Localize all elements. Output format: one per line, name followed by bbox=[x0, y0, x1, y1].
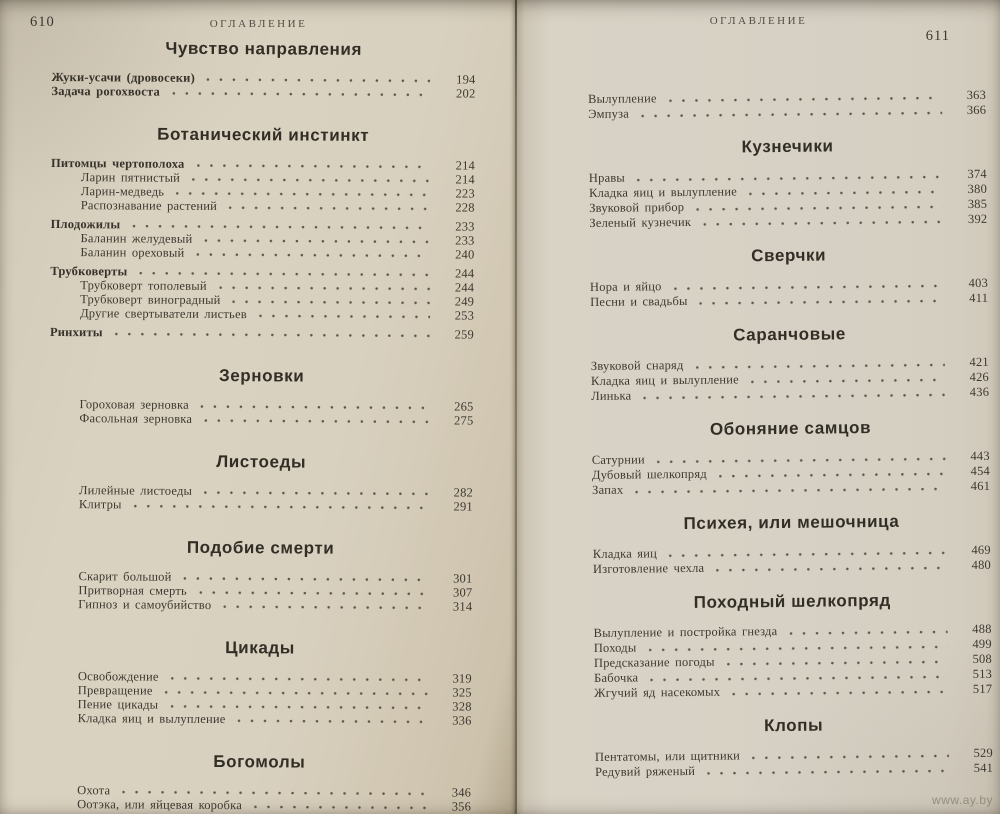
dot-leader bbox=[165, 691, 428, 697]
toc-entry-label: Вылупление и постройка гнезда bbox=[593, 624, 778, 640]
toc-entry-label: Ринхиты bbox=[49, 324, 103, 340]
toc-entry-page-number: 392 bbox=[967, 211, 988, 227]
toc-section bbox=[591, 417, 990, 498]
toc-entry-page-number: 214 bbox=[455, 172, 475, 187]
toc-entry-label: Жуки-усачи (дровосеки) bbox=[51, 69, 196, 85]
section-heading: Цикады bbox=[225, 638, 295, 658]
toc-entry bbox=[589, 212, 987, 231]
toc-entry-page-number: 421 bbox=[969, 354, 989, 370]
toc-entry-page-number: 403 bbox=[968, 275, 989, 291]
dot-leader bbox=[192, 178, 431, 183]
dot-leader bbox=[635, 487, 946, 494]
dot-leader bbox=[132, 224, 430, 230]
dot-leader bbox=[648, 645, 947, 652]
toc-entry-label: Охота bbox=[77, 783, 111, 798]
page-number-left: 610 bbox=[30, 14, 55, 30]
toc-entry bbox=[47, 797, 471, 814]
toc-section bbox=[595, 714, 994, 780]
toc-entry-page-number: 488 bbox=[972, 621, 992, 636]
toc-entry bbox=[590, 291, 988, 310]
toc-entry-page-number: 244 bbox=[454, 280, 475, 295]
dot-leader bbox=[789, 630, 947, 636]
section-heading: Сверчки bbox=[751, 245, 827, 266]
toc-entry-label: Предсказание погоды bbox=[593, 654, 715, 670]
toc-entry-label: Трубковерты bbox=[50, 263, 128, 279]
toc-section bbox=[47, 751, 471, 814]
toc-entry-page-number: 307 bbox=[452, 585, 473, 600]
toc-entry-label: Притворная смерть bbox=[78, 583, 187, 598]
toc-entry-label: Редувий ряженый bbox=[595, 763, 696, 779]
toc-entry bbox=[48, 711, 472, 728]
toc-entry-label: Изготовление чехла bbox=[592, 560, 705, 576]
running-title-left: ОГЛАВЛЕНИЕ bbox=[209, 18, 308, 30]
toc-entry-page-number: 529 bbox=[973, 745, 993, 760]
toc-entry-page-number: 233 bbox=[455, 233, 475, 248]
dot-leader bbox=[732, 690, 948, 696]
toc-entry-page-number: 223 bbox=[455, 186, 475, 201]
toc-entry-page-number: 385 bbox=[967, 196, 988, 212]
toc-entry-label: Задача рогохвоста bbox=[51, 83, 161, 99]
section-heading: Зерновки bbox=[218, 366, 305, 386]
dot-leader bbox=[637, 175, 943, 182]
dot-leader bbox=[669, 96, 942, 103]
toc-entry bbox=[594, 682, 992, 701]
toc-entry-page-number: 443 bbox=[970, 448, 990, 464]
toc-entry-page-number: 380 bbox=[967, 181, 988, 197]
toc-entry-page-number: 454 bbox=[970, 463, 991, 479]
toc-entry bbox=[50, 325, 474, 342]
toc-entry-page-number: 319 bbox=[452, 671, 472, 686]
toc-entry bbox=[49, 411, 473, 428]
toc-entry-label: Оотэка, или яйцевая коробка bbox=[77, 797, 243, 813]
toc-section bbox=[49, 365, 473, 428]
toc-entry-label: Линька bbox=[591, 388, 632, 403]
dot-leader bbox=[219, 286, 430, 291]
toc-entry bbox=[50, 245, 474, 262]
toc-entry-label: Ларин пятнистый bbox=[80, 170, 181, 185]
toc-right-column bbox=[587, 0, 994, 814]
dot-leader bbox=[204, 239, 430, 244]
dot-leader bbox=[674, 284, 944, 291]
toc-entry-label: Бабочка bbox=[594, 670, 639, 685]
toc-entry-page-number: 228 bbox=[455, 200, 475, 215]
toc-entry-page-number: 513 bbox=[972, 666, 993, 681]
toc-entry-page-number: 301 bbox=[453, 571, 473, 586]
toc-entry-page-number: 469 bbox=[971, 542, 991, 558]
toc-entry-page-number: 249 bbox=[454, 294, 475, 309]
toc-entry-page-number: 314 bbox=[452, 599, 473, 614]
toc-section bbox=[49, 451, 473, 514]
toc-entry-page-number: 436 bbox=[969, 384, 990, 400]
toc-entry-page-number: 253 bbox=[454, 308, 475, 323]
toc-section bbox=[588, 135, 987, 231]
toc-entry-page-number: 541 bbox=[973, 760, 994, 775]
dot-leader bbox=[716, 566, 947, 572]
dot-leader bbox=[172, 92, 432, 98]
toc-entry-label: Жгучий яд насекомых bbox=[594, 684, 721, 700]
toc-entry-page-number: 214 bbox=[455, 158, 476, 173]
running-title-right: ОГЛАВЛЕНИЕ bbox=[709, 15, 808, 27]
toc-entry-label: Дубовый шелкопряд bbox=[591, 466, 707, 482]
toc-entry-page-number: 461 bbox=[970, 478, 991, 494]
toc-section bbox=[588, 88, 986, 122]
toc-entry-page-number: 265 bbox=[454, 399, 474, 414]
dot-leader bbox=[749, 190, 943, 196]
toc-entry-page-number: 336 bbox=[452, 713, 472, 728]
toc-left-column bbox=[47, 0, 476, 814]
toc-entry-page-number: 194 bbox=[456, 72, 476, 87]
toc-entry-page-number: 282 bbox=[453, 485, 474, 500]
dot-leader bbox=[134, 505, 429, 511]
toc-entry-page-number: 346 bbox=[451, 785, 472, 800]
toc-entry-page-number: 499 bbox=[972, 636, 992, 651]
toc-entry-page-number: 363 bbox=[966, 87, 987, 103]
toc-entry-label: Кладка яиц и вылупление bbox=[588, 184, 737, 200]
toc-entry-page-number: 291 bbox=[453, 499, 473, 514]
toc-entry-label: Ларин-медведь bbox=[80, 184, 165, 199]
dot-leader bbox=[700, 299, 945, 306]
toc-entry bbox=[49, 497, 473, 514]
toc-entry-label: Распознавание растений bbox=[80, 198, 218, 214]
toc-entry-label: Баланин желудевый bbox=[80, 231, 193, 246]
toc-entry-label: Гипноз и самоубийство bbox=[78, 597, 212, 612]
dot-leader bbox=[204, 419, 429, 424]
toc-entry-label: Кладка яиц и вылупление bbox=[590, 372, 739, 388]
section-heading: Подобие смерти bbox=[186, 537, 335, 558]
dot-leader bbox=[657, 457, 946, 464]
section-heading: Ботанический инстинкт bbox=[157, 124, 370, 145]
dot-leader bbox=[254, 805, 427, 810]
toc-entry bbox=[50, 306, 474, 323]
toc-entry-page-number: 374 bbox=[967, 166, 987, 182]
dot-leader bbox=[229, 206, 431, 211]
toc-entry bbox=[593, 558, 991, 577]
dot-leader bbox=[184, 577, 429, 582]
toc-entry-page-number: 366 bbox=[966, 102, 987, 118]
dot-leader bbox=[696, 363, 945, 370]
dot-leader bbox=[170, 705, 427, 711]
toc-entry-label: Звуковой прибор bbox=[589, 199, 685, 215]
toc-entry-page-number: 233 bbox=[455, 219, 475, 234]
dot-leader bbox=[115, 332, 430, 338]
toc-section bbox=[48, 637, 473, 728]
toc-entry-label: Эмпуза bbox=[588, 106, 630, 121]
section-heading: Саранчовые bbox=[733, 324, 846, 345]
toc-entry-page-number: 411 bbox=[969, 290, 989, 306]
page-number-right: 611 bbox=[925, 28, 950, 44]
section-heading: Богомолы bbox=[213, 751, 306, 772]
toc-section bbox=[51, 38, 475, 101]
dot-leader bbox=[223, 605, 428, 610]
toc-entry bbox=[51, 198, 475, 215]
dot-leader bbox=[703, 220, 943, 227]
dot-leader bbox=[719, 472, 946, 478]
toc-entry-page-number: 240 bbox=[455, 247, 475, 262]
dot-leader bbox=[207, 78, 432, 83]
toc-entry-label: Гороховая зерновка bbox=[79, 397, 189, 412]
dot-leader bbox=[643, 393, 945, 400]
section-heading: Психея, или мешочница bbox=[683, 511, 900, 534]
toc-entry-page-number: 244 bbox=[454, 266, 475, 281]
toc-entry-label: Сатурнии bbox=[591, 452, 645, 467]
toc-entry-label: Клитры bbox=[78, 497, 122, 512]
toc-section bbox=[592, 511, 991, 577]
toc-entry-label: Звуковой снаряд bbox=[590, 358, 684, 373]
dot-leader bbox=[641, 111, 942, 118]
section-heading: Чувство направления bbox=[165, 38, 363, 59]
toc-entry-label: Пентатомы, или щитники bbox=[594, 748, 741, 764]
toc-entry-page-number: 508 bbox=[972, 651, 992, 666]
toc-entry-page-number: 328 bbox=[452, 699, 472, 714]
toc-entry-label: Кладка яиц bbox=[592, 546, 658, 561]
toc-entry-label: Походы bbox=[593, 640, 637, 655]
dot-leader bbox=[233, 300, 431, 305]
dot-leader bbox=[650, 675, 948, 682]
dot-leader bbox=[259, 314, 430, 319]
toc-entry-label: Пение цикады bbox=[77, 697, 159, 712]
section-heading: Клопы bbox=[763, 715, 824, 736]
toc-entry-page-number: 325 bbox=[452, 685, 472, 700]
toc-entry-page-number: 517 bbox=[972, 681, 993, 696]
dot-leader bbox=[696, 205, 943, 212]
toc-section bbox=[590, 244, 989, 310]
toc-entry bbox=[595, 761, 993, 780]
toc-entry-page-number: 259 bbox=[454, 327, 475, 342]
toc-entry-label: Питомцы чертополоха bbox=[50, 155, 185, 171]
dot-leader bbox=[751, 378, 945, 384]
toc-entry-label: Плодожилы bbox=[50, 216, 121, 232]
toc-entry-label: Песни и свадьбы bbox=[590, 293, 688, 309]
dot-leader bbox=[171, 677, 428, 683]
toc-section bbox=[48, 537, 472, 614]
toc-entry-label: Лилейные листоеды bbox=[78, 483, 193, 498]
toc-entry-label: Нора и яйцо bbox=[589, 279, 662, 294]
toc-entry-page-number: 356 bbox=[451, 799, 472, 814]
toc-entry-page-number: 480 bbox=[971, 557, 992, 573]
dot-leader bbox=[201, 405, 430, 410]
toc-entry-page-number: 426 bbox=[969, 369, 990, 385]
right-page bbox=[517, 0, 1000, 814]
toc-entry-label: Нравы bbox=[588, 170, 626, 185]
section-heading: Походный шелкопряд bbox=[693, 590, 891, 612]
toc-entry-page-number: 275 bbox=[454, 413, 474, 428]
toc-section bbox=[50, 124, 475, 342]
toc-entry-label: Баланин ореховый bbox=[80, 245, 185, 260]
dot-leader bbox=[669, 551, 947, 558]
dot-leader bbox=[707, 769, 949, 776]
dot-leader bbox=[727, 660, 948, 666]
toc-entry-label: Превращение bbox=[77, 683, 153, 698]
toc-entry bbox=[51, 84, 475, 101]
toc-entry-label: Зеленый кузнечик bbox=[589, 214, 692, 230]
dot-leader bbox=[752, 754, 949, 760]
toc-entry-label: Скарит большой bbox=[78, 569, 172, 584]
toc-entry-label: Запах bbox=[592, 482, 624, 497]
toc-entry-label: Кладка яиц и вылупление bbox=[77, 711, 226, 727]
dot-leader bbox=[196, 164, 431, 169]
toc-entry-page-number: 202 bbox=[456, 86, 476, 101]
dot-leader bbox=[122, 790, 427, 796]
dot-leader bbox=[204, 491, 429, 496]
dot-leader bbox=[139, 272, 430, 278]
dot-leader bbox=[237, 719, 427, 724]
dot-leader bbox=[176, 192, 431, 198]
dot-leader bbox=[199, 591, 429, 596]
section-heading: Кузнечики bbox=[741, 136, 834, 157]
watermark: www.ay.by bbox=[932, 793, 993, 807]
dot-leader bbox=[196, 253, 430, 258]
toc-entry-label: Трубковерт тополевый bbox=[80, 278, 207, 293]
toc-entry-label: Освобождение bbox=[77, 669, 159, 684]
toc-section bbox=[590, 323, 989, 404]
toc-entry-label: Фасольная зерновка bbox=[79, 411, 193, 426]
toc-section bbox=[593, 590, 992, 701]
toc-entry-label: Трубковерт виноградный bbox=[80, 292, 221, 308]
toc-entry-label: Другие свертыватели листьев bbox=[80, 306, 247, 322]
toc-entry bbox=[48, 597, 472, 614]
section-heading: Обоняние самцов bbox=[709, 418, 872, 439]
section-heading: Листоеды bbox=[216, 452, 307, 472]
toc-entry-label: Вылупление bbox=[587, 91, 657, 106]
